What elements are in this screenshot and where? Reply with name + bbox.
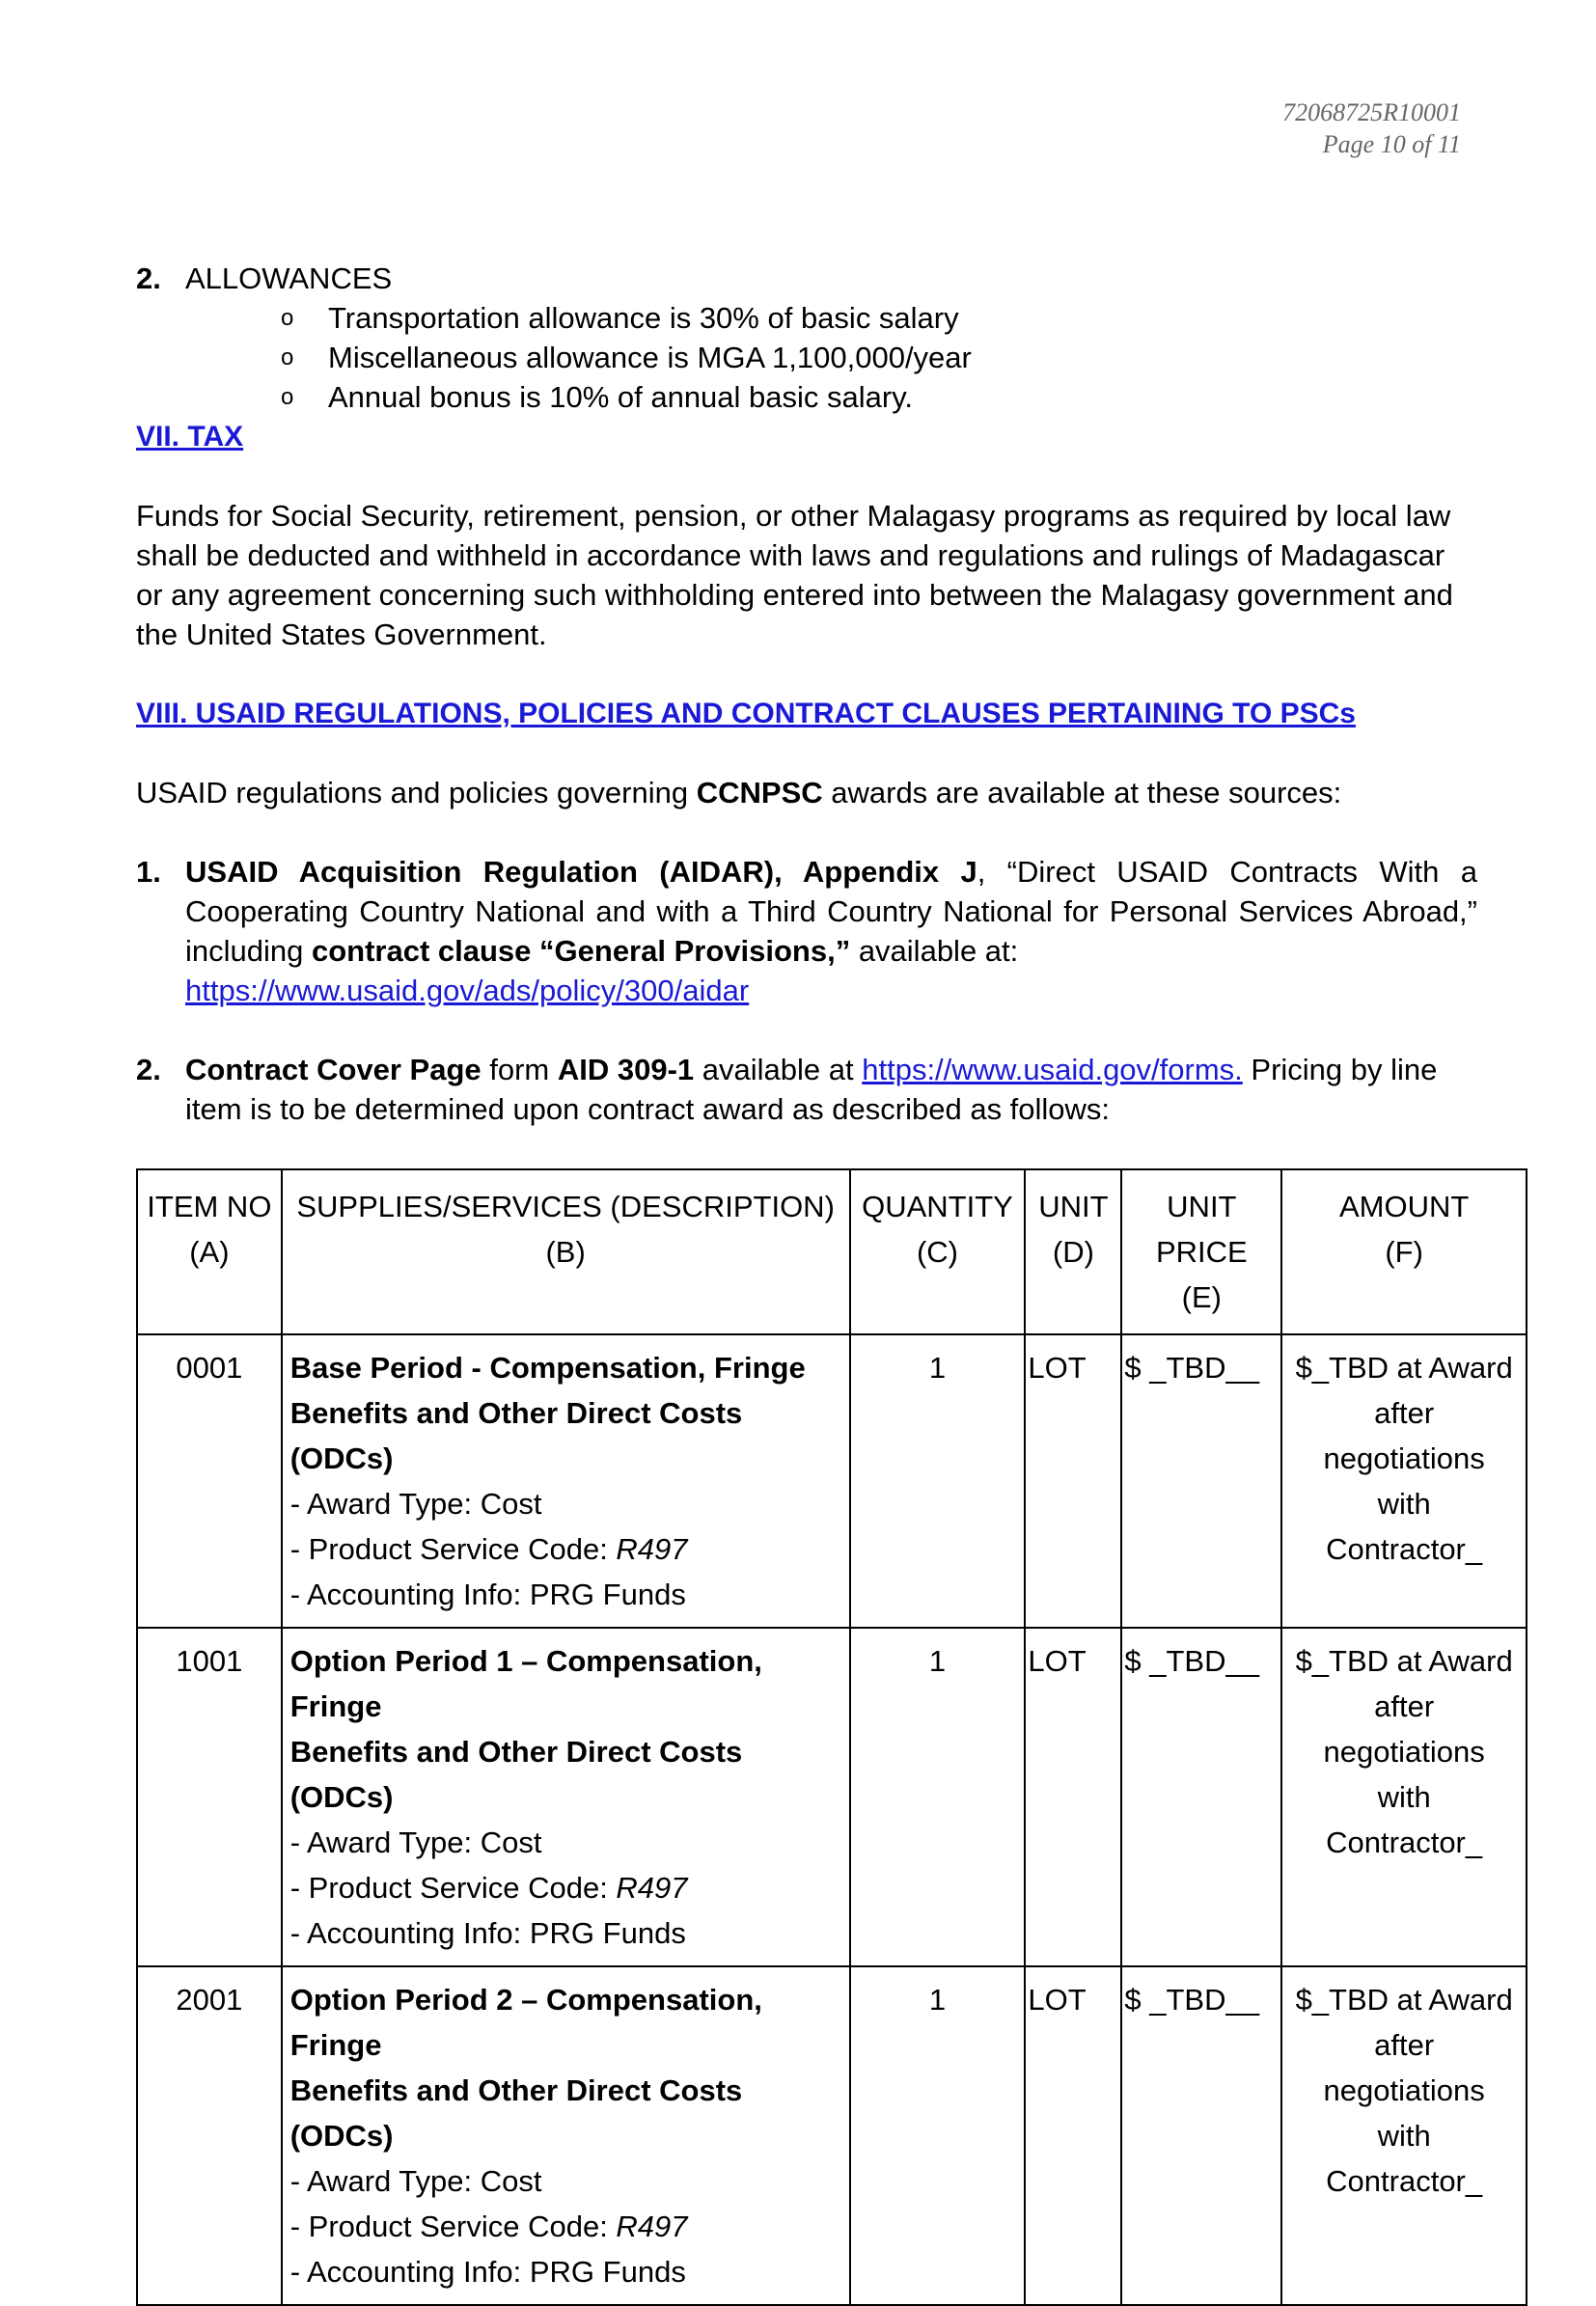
document-body bbox=[136, 259, 1477, 1129]
available-at-text: available at: bbox=[850, 934, 1019, 968]
amount-line: negotiations bbox=[1323, 1735, 1485, 1769]
product-service-code bbox=[290, 1865, 841, 1910]
table-row bbox=[137, 1966, 1527, 2305]
column-header-unit-price bbox=[1121, 1169, 1281, 1334]
intro-bold: CCNPSC bbox=[696, 776, 823, 810]
amount-line: $_TBD at Award bbox=[1295, 1983, 1513, 2017]
psc-code: R497 bbox=[616, 2210, 688, 2243]
psc-code: R497 bbox=[616, 1871, 688, 1905]
amount-line: with bbox=[1377, 2119, 1431, 2153]
page-number: Page 10 of 11 bbox=[1322, 130, 1461, 158]
item-number: 2. bbox=[136, 1053, 161, 1086]
source-item-text bbox=[185, 852, 1477, 971]
aidar-title: USAID Acquisition Regulation (AIDAR), Appendix J bbox=[185, 855, 977, 889]
psc-code: R497 bbox=[616, 1532, 688, 1566]
tax-paragraph: Funds for Social Security, retirement, pension, or other Malagasy programs as required by local law shall be deducted and withheld in accordance with laws and regulations and rulings of Madagascar or any agreement concerning such withholding entered into between the Malagasy government and the United States Government. bbox=[136, 499, 1453, 651]
unit-cell: LOT bbox=[1025, 1966, 1121, 2305]
item-no-cell: 0001 bbox=[137, 1334, 282, 1628]
bullet-icon: o bbox=[281, 344, 294, 371]
amount-line: Contractor_ bbox=[1326, 1532, 1483, 1566]
description-cell bbox=[282, 1628, 850, 1966]
table-header-row bbox=[137, 1169, 1527, 1334]
line-item-title: Base Period - Compensation, Fringe bbox=[289, 1351, 806, 1385]
header-line: (D) bbox=[1052, 1235, 1094, 1269]
regulations-heading-link[interactable]: VIII. USAID REGULATIONS, POLICIES AND CONTRACT CLAUSES PERTAINING TO PSCs bbox=[136, 698, 1356, 729]
list-item bbox=[281, 338, 1477, 377]
allowance-text: Miscellaneous allowance is MGA 1,100,000/year bbox=[328, 341, 972, 374]
line-items-table bbox=[136, 1168, 1527, 2306]
amount-line: after bbox=[1374, 1396, 1435, 1430]
quantity-cell: 1 bbox=[850, 1628, 1026, 1966]
psc-label: - Product Service Code: bbox=[289, 1871, 617, 1905]
unit-cell: LOT bbox=[1025, 1334, 1121, 1628]
page-header bbox=[1282, 96, 1461, 160]
psc-label: - Product Service Code: bbox=[289, 1532, 617, 1566]
amount-cell bbox=[1281, 1628, 1527, 1966]
item-number: 1. bbox=[136, 855, 161, 889]
amount-line: after bbox=[1374, 1689, 1435, 1723]
header-line: AMOUNT bbox=[1338, 1190, 1470, 1223]
header-line: UNIT bbox=[1038, 1190, 1109, 1223]
unit-price-cell: $ _TBD__ bbox=[1121, 1334, 1281, 1628]
header-line: ITEM NO bbox=[147, 1190, 272, 1223]
allowances-title: ALLOWANCES bbox=[185, 261, 393, 295]
unit-cell: LOT bbox=[1025, 1628, 1121, 1966]
intro-text-end: awards are available at these sources: bbox=[822, 776, 1342, 810]
allowance-text: Annual bonus is 10% of annual basic salary. bbox=[328, 380, 914, 414]
allowances-heading bbox=[136, 259, 1477, 298]
table-row bbox=[137, 1334, 1527, 1628]
accounting-info: - Accounting Info: PRG Funds bbox=[289, 2255, 686, 2289]
aidar-description: , “Direct USAID Contracts With a Cooperating Country National and with a Third Country National for Personal Services Abroad,” including bbox=[185, 855, 1477, 968]
line-item-title: Benefits and Other Direct Costs (ODCs) bbox=[289, 2073, 743, 2153]
psc-label: - Product Service Code: bbox=[289, 2210, 617, 2243]
amount-line: negotiations bbox=[1323, 1441, 1485, 1475]
allowances-number: 2. bbox=[136, 261, 161, 295]
quantity-cell: 1 bbox=[850, 1966, 1026, 2305]
form-text: form bbox=[481, 1053, 558, 1086]
award-type: - Award Type: Cost bbox=[289, 1826, 542, 1859]
description-cell bbox=[282, 1334, 850, 1628]
intro-text: USAID regulations and policies governing bbox=[136, 776, 697, 810]
column-header-description bbox=[282, 1169, 850, 1334]
line-item-title: Option Period 1 – Compensation, Fringe bbox=[289, 1644, 762, 1723]
unit-price-cell: $ _TBD__ bbox=[1121, 1966, 1281, 2305]
amount-line: $_TBD at Award bbox=[1295, 1351, 1513, 1385]
column-header-unit bbox=[1025, 1169, 1121, 1334]
form-number: AID 309-1 bbox=[557, 1053, 695, 1086]
allowances-list bbox=[136, 298, 1477, 417]
line-item-title: Benefits and Other Direct Costs (ODCs) bbox=[289, 1396, 743, 1475]
regulations-intro bbox=[136, 773, 1477, 812]
amount-line: Contractor_ bbox=[1326, 1826, 1483, 1859]
header-line: UNIT bbox=[1167, 1190, 1237, 1223]
description-cell bbox=[282, 1966, 850, 2305]
amount-line: after bbox=[1374, 2028, 1435, 2062]
column-header-quantity bbox=[850, 1169, 1026, 1334]
allowance-text: Transportation allowance is 30% of basic salary bbox=[328, 301, 959, 335]
source-item-1 bbox=[136, 852, 1477, 1010]
column-header-item-no bbox=[137, 1169, 282, 1334]
source-item-2 bbox=[136, 1050, 1477, 1129]
amount-line: with bbox=[1377, 1487, 1431, 1521]
forms-link[interactable]: https://www.usaid.gov/forms. bbox=[862, 1053, 1243, 1086]
header-line: QUANTITY bbox=[862, 1190, 1013, 1223]
source-item-body bbox=[185, 1050, 1477, 1129]
accounting-info: - Accounting Info: PRG Funds bbox=[289, 1916, 686, 1950]
bullet-icon: o bbox=[281, 384, 294, 410]
amount-cell bbox=[1281, 1966, 1527, 2305]
pricing-text: Pricing by line item is to be determined upon contract award as described as follows: bbox=[185, 1053, 1438, 1126]
bullet-icon: o bbox=[281, 305, 294, 331]
product-service-code bbox=[290, 1526, 841, 1572]
source-item-text bbox=[185, 1050, 1477, 1129]
general-provisions-label: contract clause “General Provisions,” bbox=[311, 934, 851, 968]
header-line: (F) bbox=[1385, 1235, 1423, 1269]
header-line: SUPPLIES/SERVICES (DESCRIPTION) bbox=[296, 1190, 835, 1223]
table-row bbox=[137, 1628, 1527, 1966]
source-item-body bbox=[185, 852, 1477, 1010]
amount-line: negotiations bbox=[1323, 2073, 1485, 2107]
amount-line: Contractor_ bbox=[1326, 2164, 1483, 2198]
product-service-code bbox=[290, 2204, 841, 2249]
aidar-link[interactable]: https://www.usaid.gov/ads/policy/300/aidar bbox=[185, 974, 750, 1007]
line-item-title: Option Period 2 – Compensation, Fringe bbox=[289, 1983, 762, 2062]
list-item bbox=[281, 298, 1477, 338]
unit-price-cell: $ _TBD__ bbox=[1121, 1628, 1281, 1966]
header-line: (B) bbox=[545, 1235, 586, 1269]
item-no-cell: 2001 bbox=[137, 1966, 282, 2305]
item-no-cell: 1001 bbox=[137, 1628, 282, 1966]
amount-cell bbox=[1281, 1334, 1527, 1628]
award-type: - Award Type: Cost bbox=[289, 1487, 542, 1521]
quantity-cell: 1 bbox=[850, 1334, 1026, 1628]
cover-page-label: Contract Cover Page bbox=[185, 1053, 482, 1086]
accounting-info: - Accounting Info: PRG Funds bbox=[289, 1578, 686, 1611]
header-line: (C) bbox=[916, 1235, 958, 1269]
amount-line: with bbox=[1377, 1780, 1431, 1814]
tax-heading-link[interactable]: VII. TAX bbox=[136, 421, 244, 453]
amount-line: $_TBD at Award bbox=[1295, 1644, 1513, 1678]
header-line: (A) bbox=[189, 1235, 230, 1269]
header-line: PRICE bbox=[1155, 1235, 1248, 1269]
solicitation-number: 72068725R10001 bbox=[1282, 98, 1461, 126]
list-item bbox=[281, 377, 1477, 417]
line-item-title: Benefits and Other Direct Costs (ODCs) bbox=[289, 1735, 743, 1814]
header-line: (E) bbox=[1181, 1280, 1222, 1314]
award-type: - Award Type: Cost bbox=[289, 2164, 542, 2198]
column-header-amount bbox=[1281, 1169, 1527, 1334]
available-at-text: available at bbox=[694, 1053, 863, 1086]
